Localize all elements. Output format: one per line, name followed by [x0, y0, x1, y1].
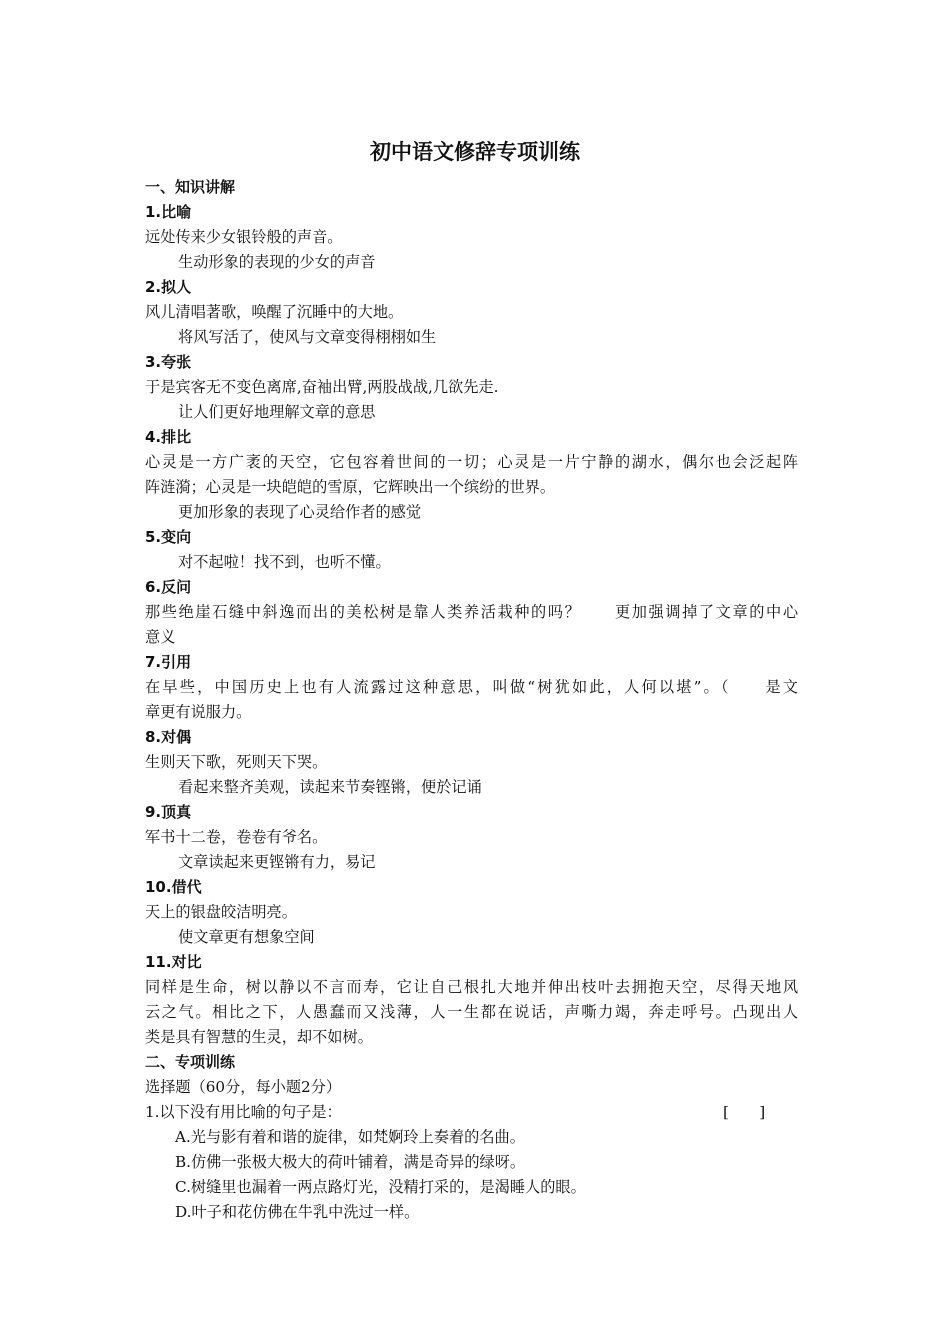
example-text: 心灵是一方广袤的天空，它包容着世间的一切；心灵是一片宁静的湖水，偶尔也会泛起阵 [145, 453, 798, 471]
section-heading-knowledge: 一、知识讲解 [145, 178, 236, 196]
example-text: 远处传来少女银铃般的声音。 [145, 228, 343, 246]
item-heading: 10.借代 [145, 878, 202, 896]
example-text: 阵涟漪；心灵是一块皑皑的雪原，它辉映出一个缤纷的世界。 [145, 478, 556, 496]
example-text: 意义 [145, 628, 176, 646]
effect-text: 让人们更好地理解文章的意思 [178, 403, 376, 421]
item-heading: 11.对比 [145, 953, 202, 971]
item-heading: 2.拟人 [145, 278, 192, 296]
option-b: B.仿佛一张极大极大的荷叶铺着，满是奇异的绿呀。 [175, 1153, 526, 1171]
example-text: 风儿清唱著歌，唤醒了沉睡中的大地。 [145, 303, 404, 321]
example-text: 在早些，中国历史上也有人流露过这种意思，叫做“树犹如此，人何以堪”。（ 是文 [145, 678, 798, 696]
example-text: 同样是生命，树以静以不言而寿，它让自己根扎大地并伸出枝叶去拥抱天空，尽得天地风 [145, 978, 798, 996]
example-text: 天上的银盘皎洁明亮。 [145, 903, 297, 921]
question-stem [145, 1100, 800, 1125]
effect-text: 对不起啦！找不到，也听不懂。 [178, 553, 391, 571]
option-c: C.树缝里也漏着一两点路灯光，没精打采的，是渴睡人的眼。 [175, 1178, 586, 1196]
page-title: 初中语文修辞专项训练 [370, 140, 580, 164]
example-text: 那些绝崖石缝中斜逸而出的美松树是靠人类养活栽种的吗？ 更加强调掉了文章的中心 [145, 603, 798, 621]
item-heading: 7.引用 [145, 653, 192, 671]
effect-text: 文章读起来更铿锵有力，易记 [178, 853, 376, 871]
item-heading: 1.比喻 [145, 203, 192, 221]
effect-text: 生动形象的表现的少女的声音 [178, 253, 376, 271]
item-heading: 3.夸张 [145, 353, 192, 371]
item-heading: 5.变向 [145, 528, 192, 546]
question-text: 1.以下没有用比喻的句子是： [145, 1103, 342, 1121]
example-text: 军书十二卷，卷卷有爷名。 [145, 828, 328, 846]
section-heading-training: 二、专项训练 [145, 1053, 236, 1071]
effect-text: 将风写活了，使风与文章变得栩栩如生 [178, 328, 437, 346]
example-text: 章更有说服力。 [145, 703, 252, 721]
example-text: 生则天下歌，死则天下哭。 [145, 753, 328, 771]
effect-text: 使文章更有想象空间 [178, 928, 315, 946]
option-a: A.光与影有着和谐的旋律，如梵婀玲上奏着的名曲。 [175, 1128, 525, 1146]
option-d: D.叶子和花仿佛在牛乳中洗过一样。 [175, 1203, 420, 1221]
item-heading: 9.顶真 [145, 803, 192, 821]
example-text: 于是宾客无不变色离席,奋袖出臂,两股战战,几欲先走. [145, 378, 499, 396]
example-text: 类是具有智慧的生灵，却不如树。 [145, 1028, 373, 1046]
item-heading: 6.反问 [145, 578, 192, 596]
item-heading: 4.排比 [145, 428, 192, 446]
item-heading: 8.对偶 [145, 728, 192, 746]
effect-text: 看起来整齐美观，读起来节奏铿锵，便於记诵 [178, 778, 482, 796]
answer-bracket: [ ] [723, 1103, 766, 1121]
question-group-label: 选择题（60分，每小题2分） [145, 1078, 342, 1096]
effect-text: 更加形象的表现了心灵给作者的感觉 [178, 503, 421, 521]
example-text: 云之气。相比之下，人愚蠢而又浅薄，人一生都在说话，声嘶力竭，奔走呼号。凸现出人 [145, 1003, 798, 1021]
